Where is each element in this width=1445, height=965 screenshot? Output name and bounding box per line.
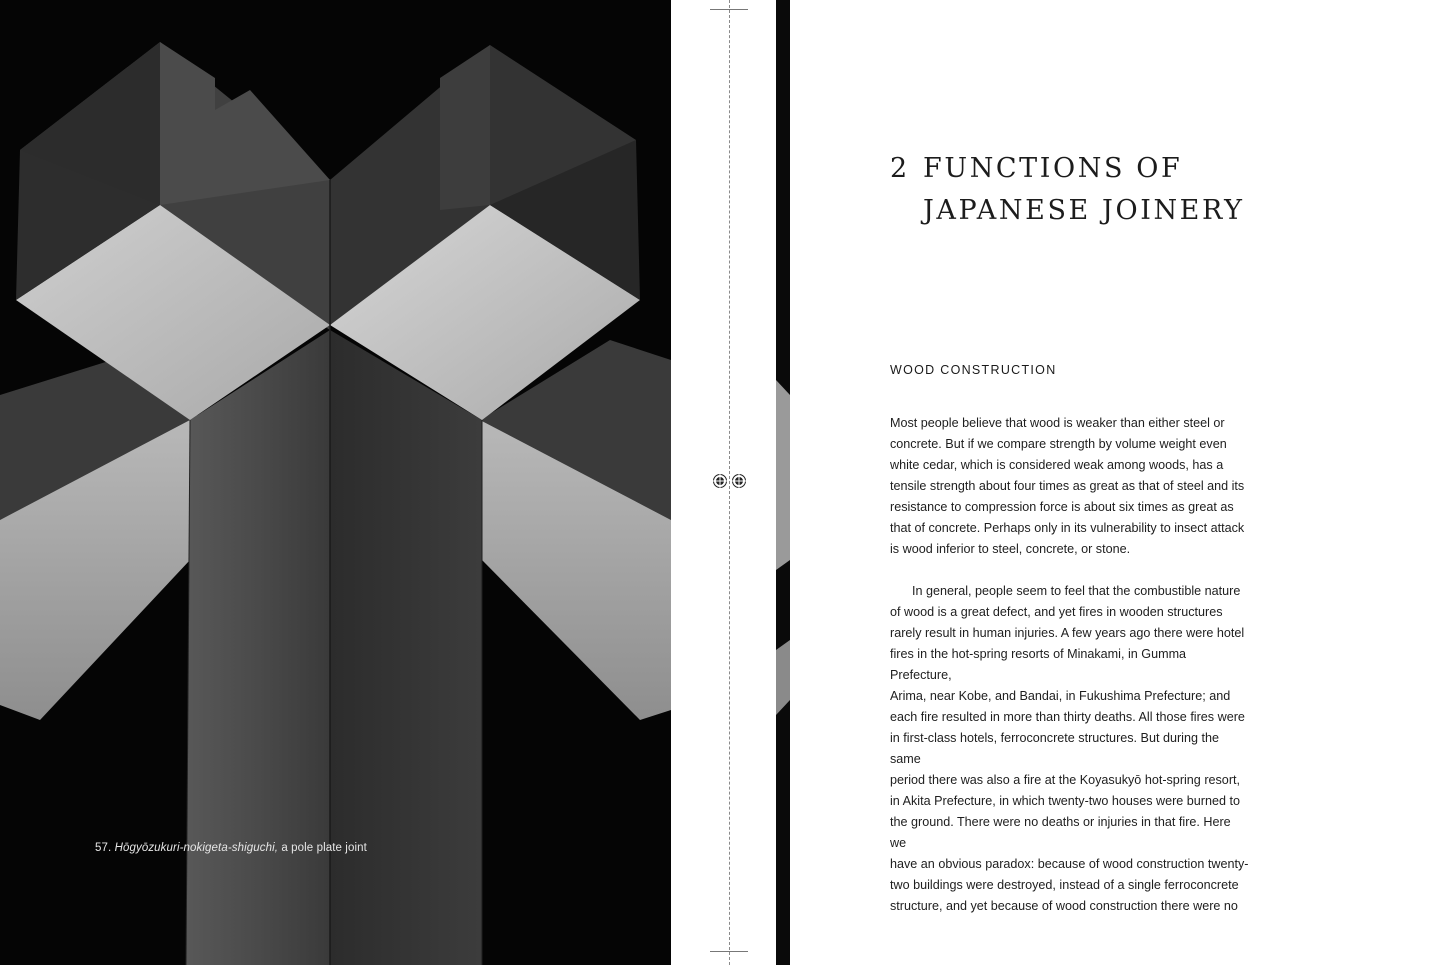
wood-joint-illustration xyxy=(0,0,671,965)
bottom-crop-mark xyxy=(710,951,748,952)
chapter-title-line1: FUNCTIONS OF xyxy=(923,153,1183,184)
section-heading: WOOD CONSTRUCTION xyxy=(890,363,1057,377)
joinery-photograph xyxy=(0,0,671,965)
paragraph-1: Most people believe that wood is weaker than either steel or concrete. But if we compare strength by volume weight even white cedar, which is considered weak among woods, has a tensile strength about four times as great as that of steel and its resistance to compression force is about six times as great as that of concrete. Perhaps only in its vulnerability to insect attack is wood inferior to steel, concrete, or stone. xyxy=(890,416,1245,556)
caption-description: a pole plate joint xyxy=(278,842,367,854)
paragraph-2: In general, people seem to feel that the combustible nature of wood is a great defect, and yet fires in wooden structures rarely result in human injuries. A few years ago there were hotel fires in the hot-spring resorts of Minakami, in Gumma Prefecture, Arima, near Kobe, and Bandai, in Fukushima Prefecture; and each fire resulted in more than thirty deaths. All those fires were in first-class hotels, ferroconcrete structures. But during the same period there was also a fire at the Koyasukyō hot-spring resort, in Akita Prefecture, in which twenty-two houses were burned to the ground. There were no deaths or injuries in that fire. Here we have an obvious paradox: because of wood construction twenty- two buildings were destroyed, instead of a single ferroconcrete structure, and yet because of wood construction there were no xyxy=(890,584,1249,913)
adjacent-photo-edge xyxy=(776,0,790,965)
chapter-number: 2 xyxy=(890,153,910,184)
caption-italic-term: Hōgyōzukuri-nokigeta-shiguchi, xyxy=(114,842,279,854)
chapter-title-line2: JAPANESE JOINERY xyxy=(923,195,1245,226)
post-right-face xyxy=(330,330,482,965)
registration-mark-icon xyxy=(710,473,750,489)
body-text xyxy=(890,392,1250,938)
caption-number: 57. xyxy=(95,842,112,854)
post-left-face xyxy=(186,330,330,965)
chapter-title xyxy=(890,148,1245,232)
photo-caption xyxy=(95,842,367,854)
top-crop-mark xyxy=(710,9,748,10)
